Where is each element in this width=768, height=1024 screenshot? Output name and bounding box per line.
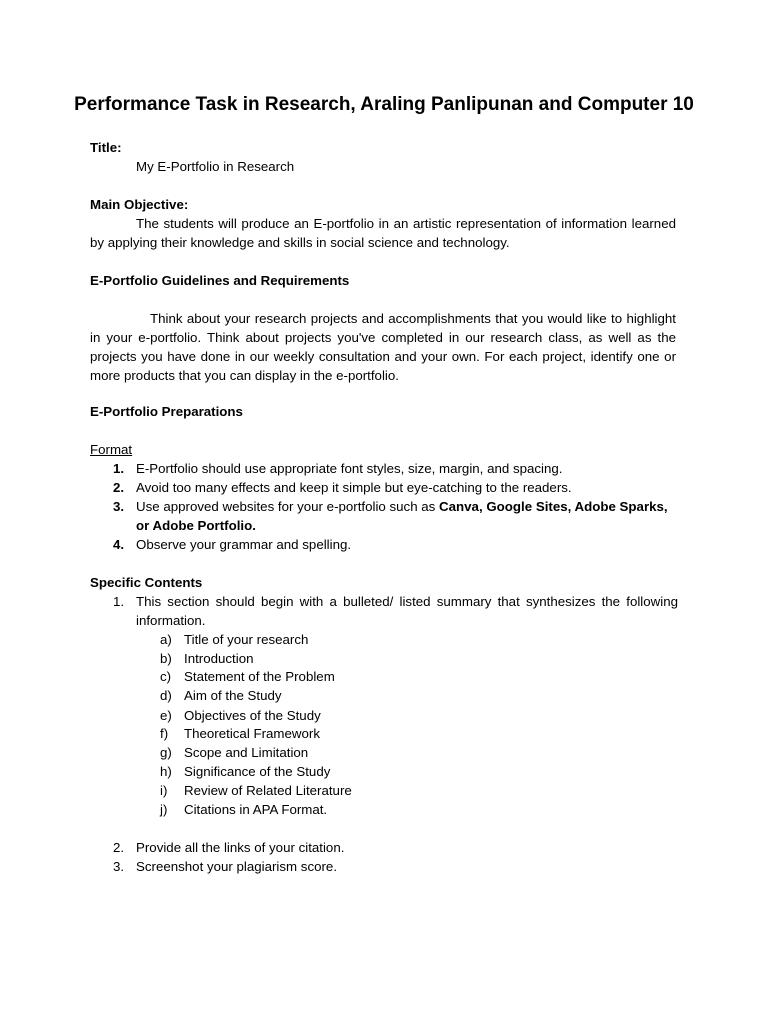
sub-item-letter: b) (160, 651, 172, 666)
sub-item: Aim of the Study (184, 688, 282, 703)
document-title: Performance Task in Research, Araling Panlipunan and Computer 10 (74, 94, 694, 115)
sub-item: Citations in APA Format. (184, 802, 328, 817)
format-item-text: Use approved websites for your e-portfolio such as (136, 499, 440, 514)
format-heading: Format (90, 442, 133, 457)
format-item: Avoid too many effects and keep it simple but eye-catching to the readers. (136, 480, 572, 495)
objective-text: The students will produce an E-portfolio in an artistic representation of information learned by applying their knowledge and skills in social science and technology. (90, 216, 676, 250)
format-number: 4. (113, 537, 125, 552)
approved-websites: Canva, Google Sites, Adobe Sparks, or Adobe Portfolio. (136, 499, 668, 533)
sub-item-letter: g) (160, 745, 172, 760)
title-value: My E-Portfolio in Research (136, 159, 295, 174)
format-item (136, 497, 678, 535)
specific-number: 3. (113, 859, 125, 874)
format-item: E-Portfolio should use appropriate font styles, size, margin, and spacing. (136, 461, 563, 476)
sub-item-letter: a) (160, 632, 172, 647)
sub-item: Title of your research (184, 632, 309, 647)
sub-item-letter: d) (160, 688, 172, 703)
sub-item-letter: i) (160, 783, 168, 798)
format-number: 3. (113, 499, 125, 514)
specific-item: Provide all the links of your citation. (136, 840, 345, 855)
sub-item: Objectives of the Study (184, 708, 321, 723)
title-label: Title: (90, 140, 122, 155)
sub-item: Introduction (184, 651, 254, 666)
sub-item-letter: c) (160, 669, 172, 684)
specific-item: Screenshot your plagiarism score. (136, 859, 338, 874)
sub-item: Theoretical Framework (184, 726, 320, 741)
guidelines-heading: E-Portfolio Guidelines and Requirements (90, 273, 350, 288)
sub-item-letter: f) (160, 726, 169, 741)
format-item: Observe your grammar and spelling. (136, 537, 352, 552)
guidelines-text: Think about your research projects and accomplishments that you would like to highlight in your e-portfolio. Think about projects you've completed in our research class, as well as the projects you have done in our weekly consultation and your own. For each project, identify one or more products that you can display in the e-portfolio. (90, 311, 676, 383)
sub-item: Statement of the Problem (184, 669, 335, 684)
preparations-heading: E-Portfolio Preparations (90, 404, 243, 419)
sub-item-letter: h) (160, 764, 172, 779)
specific-item: This section should begin with a bulleted/ listed summary that synthesizes the following information. (136, 594, 678, 628)
sub-item: Scope and Limitation (184, 745, 309, 760)
specific-heading: Specific Contents (90, 575, 203, 590)
sub-item-letter: j) (160, 802, 168, 817)
objective-heading: Main Objective: (90, 197, 189, 212)
sub-item: Significance of the Study (184, 764, 331, 779)
format-number: 2. (113, 480, 125, 495)
objective-paragraph (90, 214, 676, 252)
sub-item: Review of Related Literature (184, 783, 352, 798)
guidelines-paragraph (90, 309, 676, 385)
format-number: 1. (113, 461, 125, 476)
sub-item-letter: e) (160, 708, 172, 723)
specific-number: 2. (113, 840, 125, 855)
specific-number: 1. (113, 594, 125, 609)
